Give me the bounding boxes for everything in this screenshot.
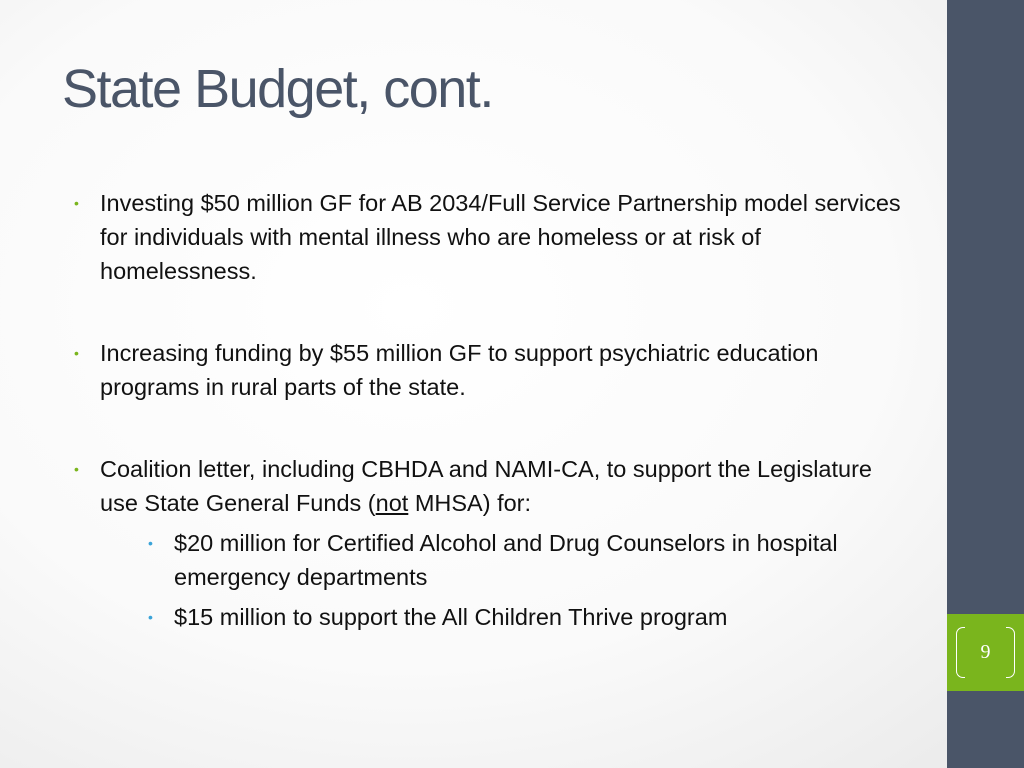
sub-bullet-icon: • bbox=[148, 535, 153, 551]
page-number-frame bbox=[956, 627, 1015, 678]
bullet-list bbox=[74, 186, 914, 634]
sub-bullet-icon: • bbox=[148, 609, 153, 625]
bullet-icon: • bbox=[74, 195, 79, 211]
bullet-text: Increasing funding by $55 million GF to support psychiatric education programs in rural parts of the state. bbox=[100, 340, 819, 400]
sub-bullet-item-2 bbox=[148, 600, 914, 634]
sub-bullet-text: $20 million for Certified Alcohol and Drug Counselors in hospital emergency departments bbox=[174, 530, 838, 590]
bullet-text-part: Coalition letter, including CBHDA and NAMI-CA, to support the Legislature use State General Funds ( bbox=[100, 456, 872, 516]
bullet-icon: • bbox=[74, 461, 79, 477]
sub-bullet-text: $15 million to support the All Children Thrive program bbox=[174, 604, 728, 630]
bullet-text bbox=[100, 456, 872, 516]
bullet-item-1 bbox=[74, 186, 914, 288]
bullet-item-3 bbox=[74, 452, 914, 634]
page-number-badge bbox=[947, 614, 1024, 691]
sub-bullet-item-1 bbox=[148, 526, 914, 594]
page-number: 9 bbox=[980, 641, 991, 663]
underlined-emphasis: not bbox=[375, 490, 409, 516]
slide-title: State Budget, cont. bbox=[62, 59, 493, 119]
sub-bullet-list bbox=[100, 526, 914, 634]
bullet-text: Investing $50 million GF for AB 2034/Full Service Partnership model services for individuals with mental illness who are homeless or at risk of homelessness. bbox=[100, 190, 901, 284]
bullet-item-2 bbox=[74, 336, 914, 404]
bullet-icon: • bbox=[74, 345, 79, 361]
bullet-text-part: MHSA) for: bbox=[408, 490, 532, 516]
